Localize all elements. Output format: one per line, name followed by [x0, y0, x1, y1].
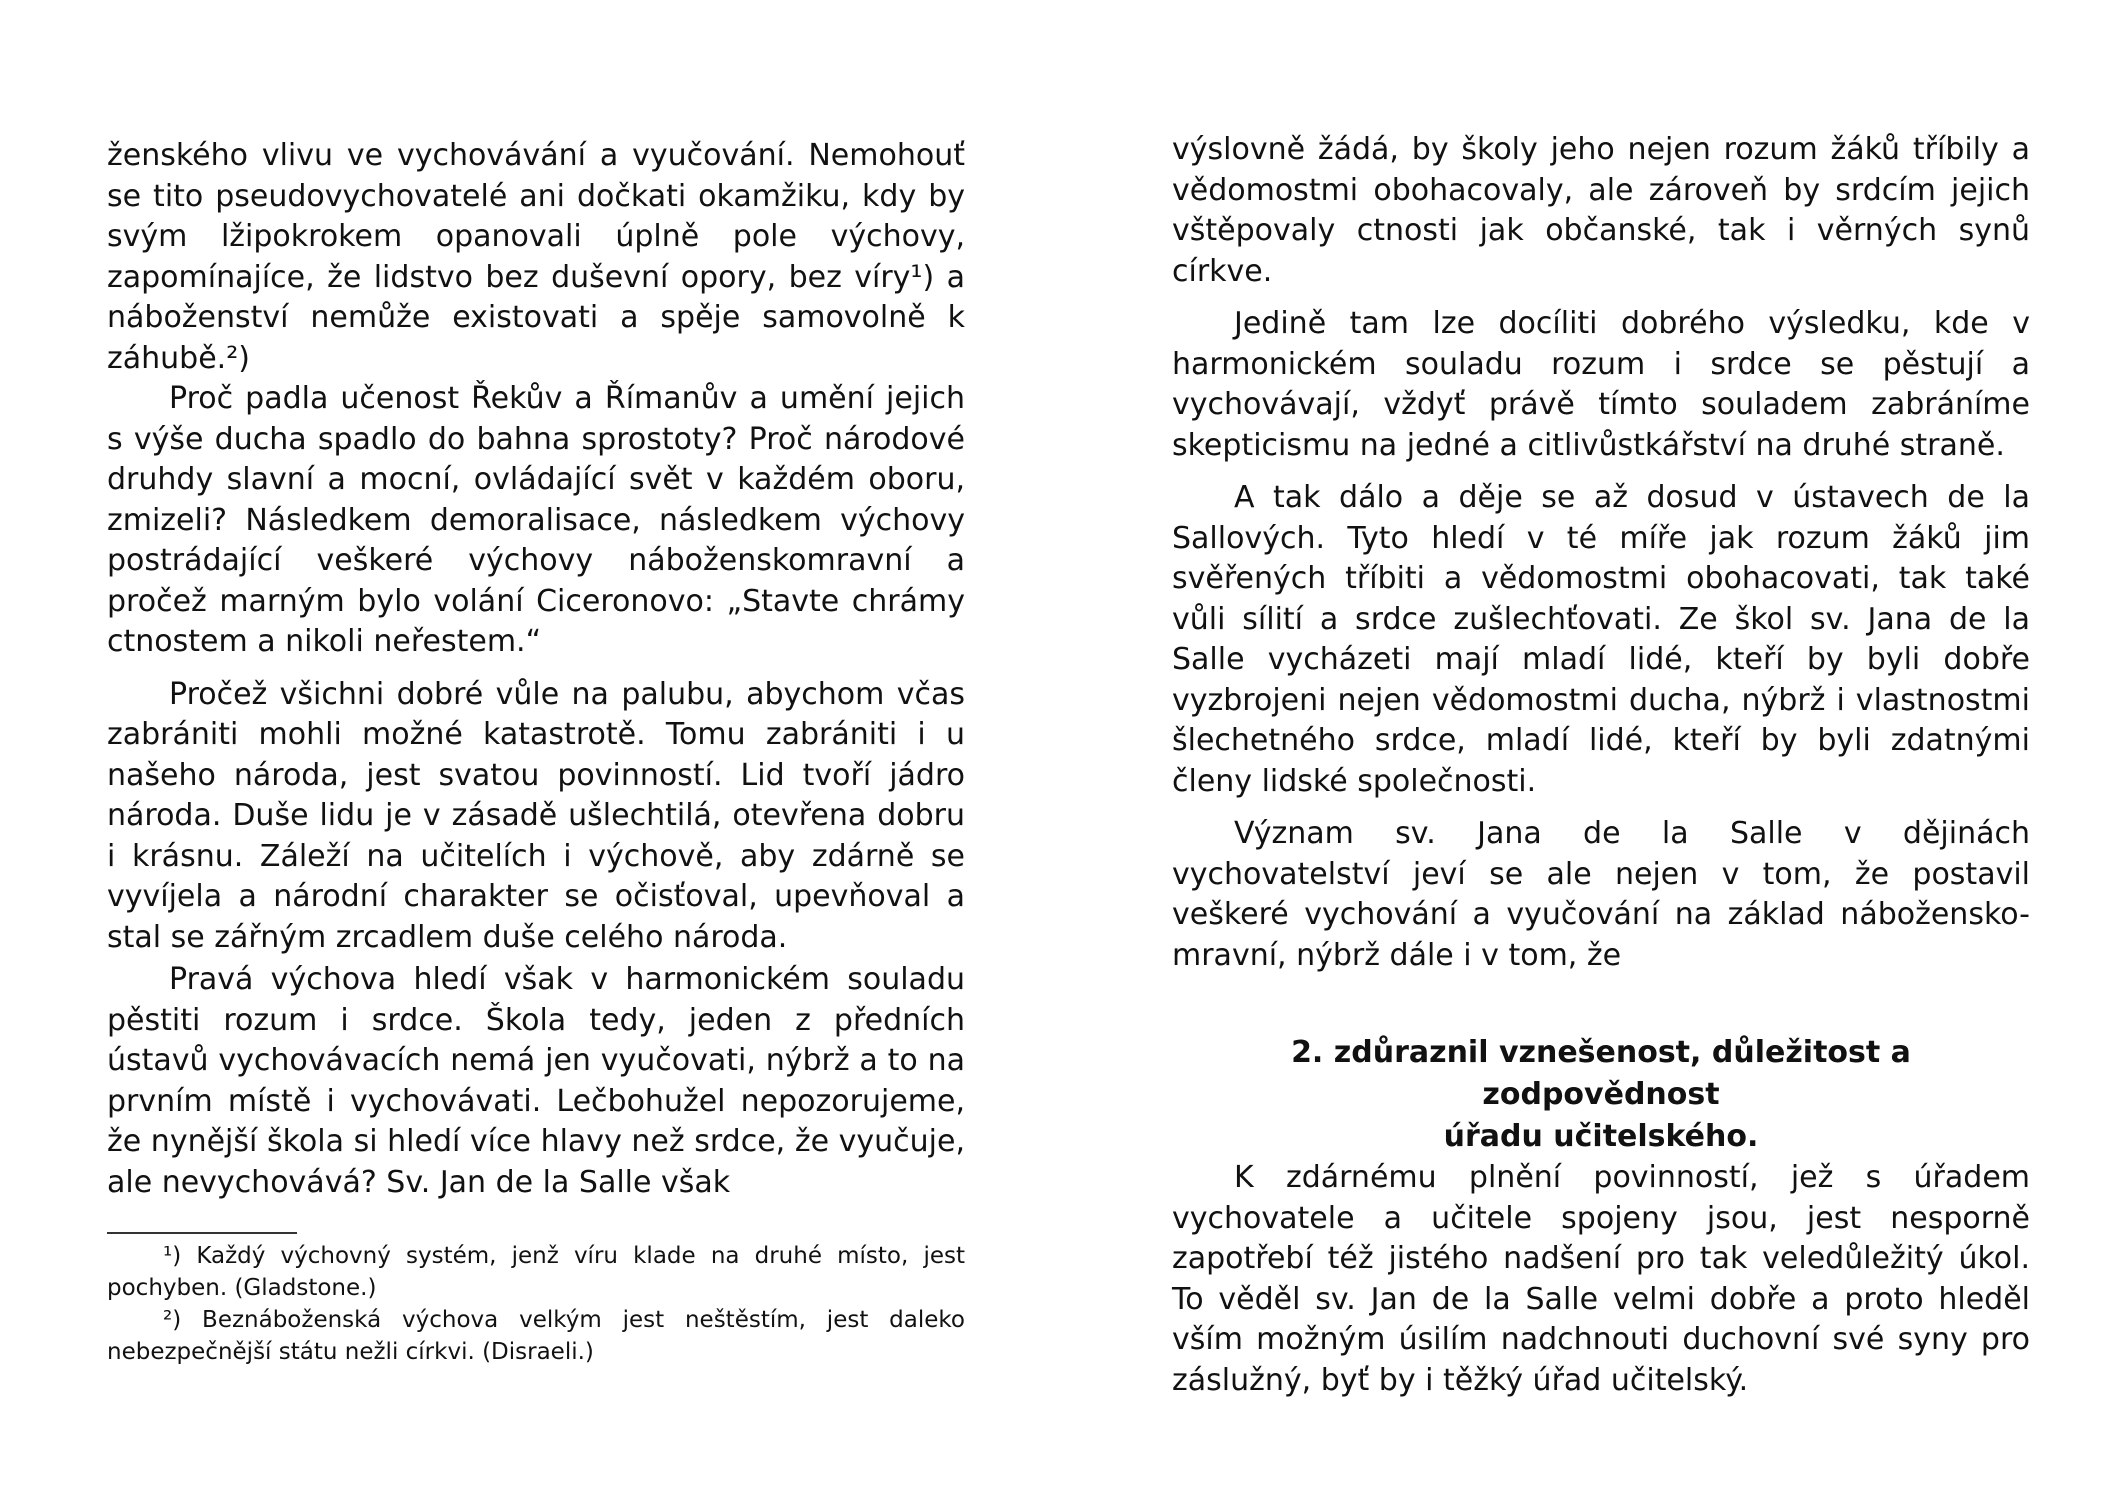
right-text-column: [1172, 130, 2030, 1401]
right-closing-paragraph: K zdárnému plnění povinností, jež s úřadem vychovatele a učitele spojeny jsou, jest nesporně zapotřebí též jistého nadšení pro tak veledůležitý úkol. To věděl sv. Jan de la Salle velmi dobře a proto hleděl vším možným úsilím nadchnouti duchovní své syny pro záslužný, byť by i těžký úřad učitelský.: [1172, 1160, 2030, 1398]
right-paragraph-3: A tak dálo a děje se až dosud v ústavech de la Sallových. Tyto hledí v té míře jak rozum žáků jim svěřených tříbiti a vědomostmi obohacovati, tak také vůli sílití a srdce zušlechťovati. Ze škol sv. Jana de la Salle vycházeti mají mladí lidé, kteří by byli dobře vyzbrojeni nejen vědomostmi ducha, nýbrž i vlastnostmi šlechetného srdce, mladí lidé, kteří by byli zdatnými členy lidské společnosti.: [1172, 480, 2030, 799]
left-paragraph-2: Proč padla učenost Řekův a Římanův a umění jejich s výše ducha spadlo do bahna sprostoty? Proč národové druhdy slavní a mocní, ovládající svět v každém oboru, zmizeli? Následkem demoralisace, následkem výchovy postrádající veškeré výchovy náboženskomravní a pročež marným bylo volání Ciceronovo: „Stavte chrámy ctnostem a nikoli neřestem.“: [107, 381, 965, 659]
section-heading: [1172, 1032, 2030, 1158]
left-paragraph-4: Pravá výchova hledí však v harmonickém souladu pěstiti rozum i srdce. Škola tedy, jeden z předních ústavů vychovávacích nemá jen vyučovati, nýbrž a to na prvním místě i vychovávati. Lečbohužel nepozorujeme, že nynější škola si hledí více hlavy než srdce, že vyučuje, ale nevychovává? Sv. Jan de la Salle však: [107, 962, 965, 1200]
section-heading-line-1: 2. zdůraznil vznešenost, důležitost a zodpovědnost: [1291, 1035, 1911, 1112]
right-page: [1064, 0, 2128, 1500]
right-paragraph-2: Jedině tam lze docíliti dobrého výsledku, kde v harmonickém souladu rozum i srdce se pěstují a vychovávají, vždyť právě tímto souladem zabráníme skepticismu na jedné a citlivůstkářství na druhé straně.: [1172, 306, 2030, 463]
section-heading-line-2: úřadu učitelského.: [1443, 1119, 1759, 1154]
footnote-separator: [107, 1232, 297, 1234]
right-paragraph-1: výslovně žádá, by školy jeho nejen rozum žáků tříbily a vědomostmi obohacovaly, ale zároveň by srdcím jejich vštěpovaly ctnosti jak občanské, tak i věrných synů církve.: [1172, 132, 2030, 289]
footnotes: [107, 1240, 965, 1368]
right-paragraph-4: Význam sv. Jana de la Salle v dějinách vychovatelství jeví se ale nejen v tom, že postavil veškeré vychování a vyučování na základ nábožensko-mravní, nýbrž dále i v tom, že: [1172, 816, 2030, 973]
left-paragraph-1: ženského vlivu ve vychovávání a vyučování. Nemohouť se tito pseudovychovatelé ani dočkati okamžiku, kdy by svým lžipokrokem opanovali úplně pole výchovy, zapomínajíce, že lidstvo bez duševní opory, bez víry¹) a náboženství nemůže existovati a spěje samovolně k záhubě.²): [107, 138, 965, 376]
footnote-1: ¹) Každý výchovný systém, jenž víru klade na druhé místo, jest pochyben. (Gladstone.): [107, 1243, 965, 1301]
footnote-2: ²) Beznáboženská výchova velkým jest neštěstím, jest daleko nebezpečnější státu nežli církvi. (Disraeli.): [107, 1307, 965, 1365]
left-text-column: [107, 136, 965, 1203]
left-paragraph-3: Pročež všichni dobré vůle na palubu, abychom včas zabrániti mohli možné katastrotě. Tomu zabrániti i u našeho národa, jest svatou povinností. Lid tvoří jádro národa. Duše lidu je v zásadě ušlechtilá, otevřena dobru i krásnu. Záleží na učitelích i výchově, aby zdárně se vyvíjela a národní charakter se očisťoval, upevňoval a stal se zářným zrcadlem duše celého národa.: [107, 676, 965, 955]
